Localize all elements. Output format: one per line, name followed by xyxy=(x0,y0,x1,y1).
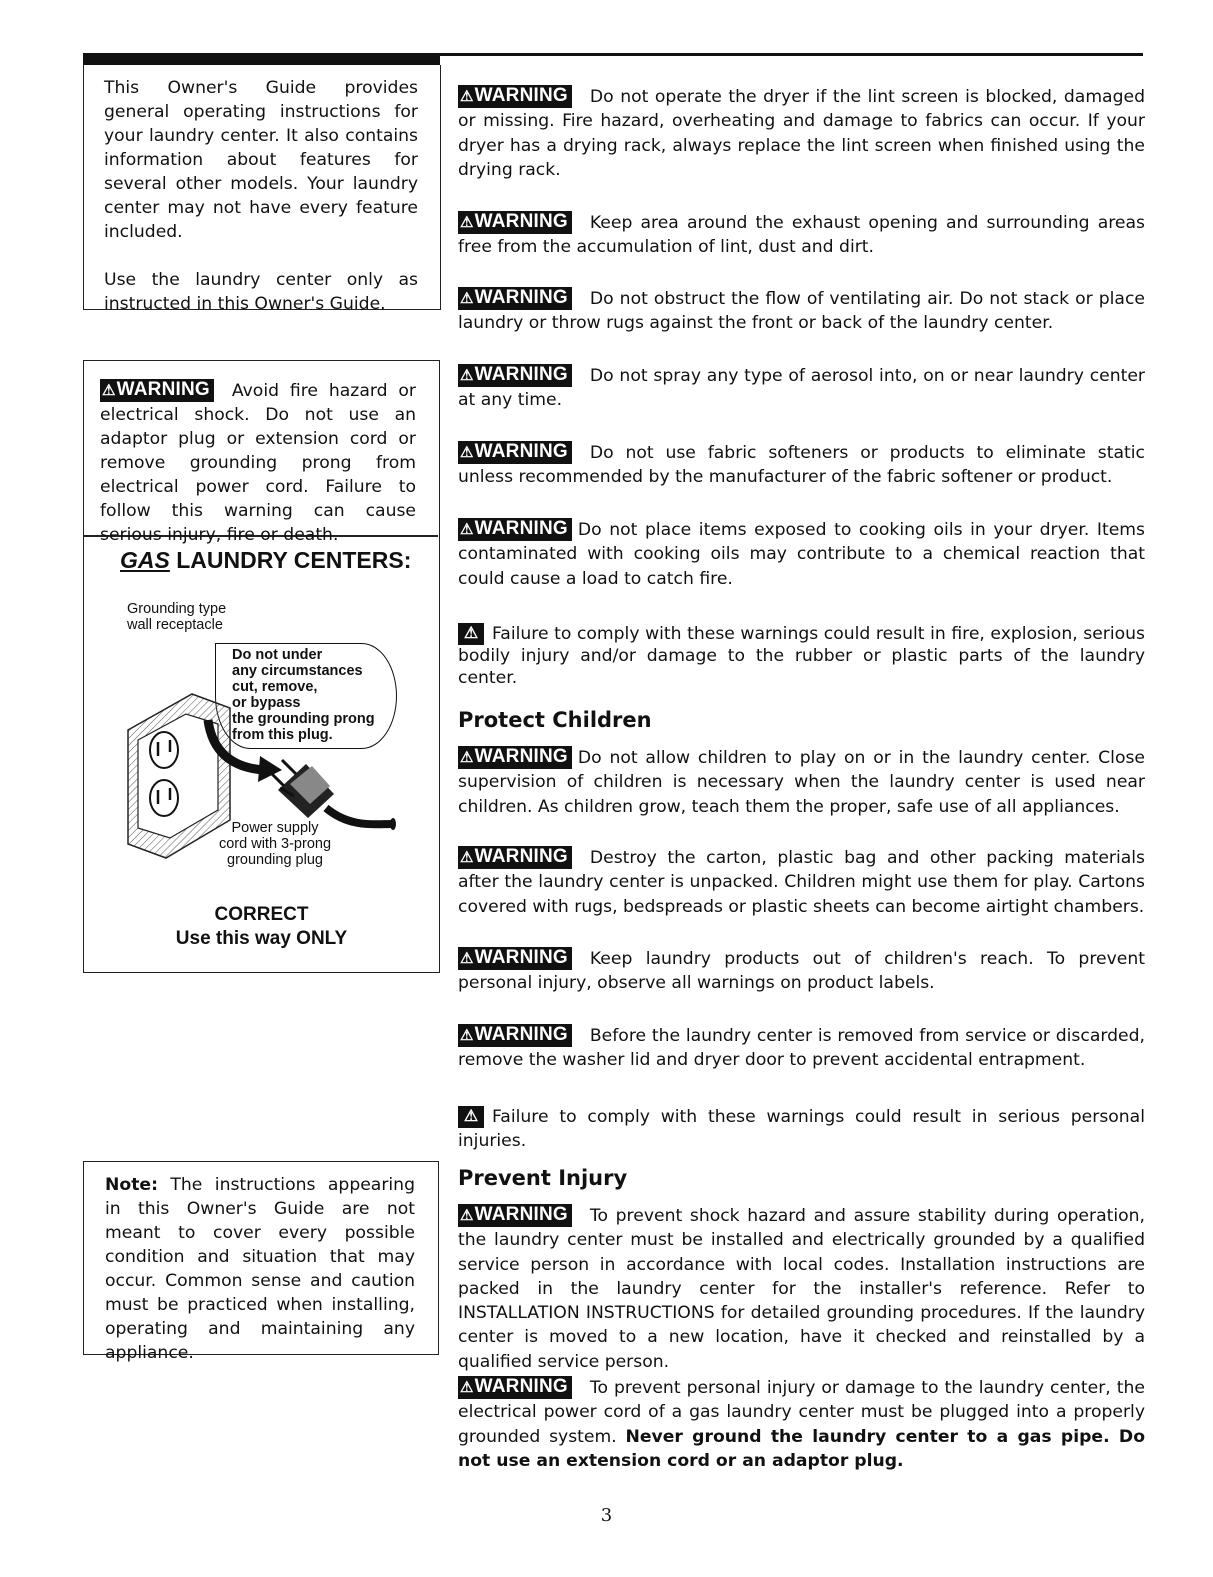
warning-badge: ⚠WARNING xyxy=(458,85,572,108)
warning-triangle-icon: ⚠ xyxy=(460,521,474,538)
warning-badge: ⚠WARNING xyxy=(458,518,572,541)
warning-entrapment: ⚠WARNING Before the laundry center is removed from service or discarded, remove the washer lid and dryer door to prevent accidental entrapment. xyxy=(458,1024,1145,1071)
warning-triangle-icon: ⚠ xyxy=(460,214,474,231)
warning-triangle-icon: ⚠ xyxy=(460,1207,474,1224)
electrical-warning xyxy=(100,379,416,547)
intro-usage-paragraph: Use the laundry center only as instructed in this Owner's Guide. xyxy=(104,270,418,314)
prevent-injury-heading: Prevent Injury xyxy=(458,1166,628,1190)
gas-title-rest: LAUNDRY CENTERS: xyxy=(169,547,412,573)
warning-badge: ⚠WARNING xyxy=(458,211,572,234)
cord-label xyxy=(205,820,345,868)
callout-line: Do not under xyxy=(232,647,323,663)
warning-badge: ⚠WARNING xyxy=(458,1024,572,1047)
warning-badge: ⚠WARNING xyxy=(458,364,572,387)
caution-triangle-icon: ⚠ xyxy=(458,623,484,645)
power-cord-bold-warning: Never ground the laundry center to a gas pipe. Do not use an extension cord or an adaptor plug. xyxy=(458,1426,1146,1471)
warning-shock-hazard: ⚠WARNING To prevent shock hazard and assure stability during operation, the laundry center must be installed and electrically grounded by a qualified service person in accordance with local codes. Installation instructions are packed in the laundry center for the installer's reference. Refer to INSTALLATION INSTRUCTIONS for detailed grounding procedures. If the laundry center is moved to a new location, have it checked and reinstalled by a qualified service person. xyxy=(458,1204,1145,1372)
cord-label-line: Power supply xyxy=(231,820,319,836)
callout-line: or bypass xyxy=(232,695,301,711)
warning-badge: ⚠WARNING xyxy=(458,441,572,464)
warning-triangle-icon: ⚠ xyxy=(460,1379,474,1396)
warning-badge: ⚠WARNING xyxy=(458,1204,572,1227)
warning-triangle-icon: ⚠ xyxy=(460,1027,474,1044)
failure-notice-injuries: ⚠ Failure to comply with these warnings could result in serious personal injuries. xyxy=(458,1107,1145,1152)
warning-triangle-icon: ⚠ xyxy=(460,88,474,105)
note-box xyxy=(83,1161,439,1363)
warning-triangle-icon: ⚠ xyxy=(460,849,474,866)
note-body: The instructions appearing in this Owner's Guide are not meant to cover every possible condition and situation that may occur. Common sense and caution must be practiced when installing, operating and maintaining any appliance. xyxy=(105,1175,415,1363)
warning-triangle-icon: ⚠ xyxy=(460,749,474,766)
receptacle-label-1: Grounding type xyxy=(127,601,227,617)
cord-label-line: cord with 3-prong xyxy=(218,836,332,852)
warning-power-cord: ⚠WARNING To prevent personal injury or damage to the laundry center, the electrical power cord of a gas laundry center must be plugged into a properly grounded system. Never ground the laundry center to a gas pipe. Do not use an extension cord or an adaptor plug. xyxy=(458,1376,1146,1471)
warning-triangle-icon: ⚠ xyxy=(102,382,116,399)
gas-title xyxy=(120,547,411,574)
warning-aerosol: ⚠WARNING Do not spray any type of aerosol into, on or near laundry center at any time. xyxy=(458,364,1145,411)
correct-label: CORRECT xyxy=(214,904,309,925)
warning-triangle-icon: ⚠ xyxy=(460,444,474,461)
callout-line: any circumstances xyxy=(232,663,363,679)
warning-ventilation: ⚠WARNING Do not obstruct the flow of ventilating air. Do not stack or place laundry or throw rugs against the front or back of the laundry center. xyxy=(458,287,1145,334)
warning-badge: ⚠WARNING xyxy=(458,1376,572,1399)
intro-paragraph: This Owner's Guide provides general operating instructions for your laundry center. It also contains information about features for several other models. Your laundry center may not have every feature included. xyxy=(104,78,418,242)
callout-line: the grounding prong xyxy=(232,711,375,727)
callout-line: cut, remove, xyxy=(232,679,318,695)
caution-triangle-icon: ⚠ xyxy=(458,1106,484,1128)
warning-exhaust: ⚠WARNING Keep area around the exhaust opening and surrounding areas free from the accumulation of lint, dust and dirt. xyxy=(458,211,1145,258)
warning-children-play: ⚠WARNING Do not allow children to play on or in the laundry center. Close supervision of children is necessary when the laundry center is used near children. As children grow, teach them the proper, safe use of all appliances. xyxy=(458,746,1145,817)
cord-label-line: grounding plug xyxy=(227,852,323,868)
gas-title-gas: GAS xyxy=(120,547,170,573)
warning-badge: ⚠WARNING xyxy=(458,846,572,869)
page-number: 3 xyxy=(600,1505,613,1526)
warning-badge: ⚠WARNING xyxy=(458,947,572,970)
protect-children-heading: Protect Children xyxy=(458,708,652,732)
warning-lint-screen: ⚠WARNING Do not operate the dryer if the lint screen is blocked, damaged or missing. Fire hazard, overheating and damage to fabrics can occur. If your dryer has a drying rack, always replace the lint screen when finished using the drying rack. xyxy=(458,85,1145,180)
warning-badge: ⚠WARNING xyxy=(100,379,214,402)
warning-badge: ⚠WARNING xyxy=(458,287,572,310)
warning-triangle-icon: ⚠ xyxy=(460,950,474,967)
receptacle-label-2: wall receptacle xyxy=(127,617,223,633)
right-column-top-rule xyxy=(440,53,1143,56)
warning-badge: ⚠WARNING xyxy=(458,746,572,769)
warning-triangle-icon: ⚠ xyxy=(460,367,474,384)
warning-cooking-oils: ⚠WARNING Do not place items exposed to cooking oils in your dryer. Items contaminated with cooking oils may contribute to a chemical reaction that could cause a load to catch fire. xyxy=(458,518,1145,589)
warning-fabric-softeners: ⚠WARNING Do not use fabric softeners or products to eliminate static unless recommended by the manufacturer of the fabric softener or product. xyxy=(458,441,1145,488)
warning-triangle-icon: ⚠ xyxy=(460,290,474,307)
note-label: Note: xyxy=(105,1175,158,1195)
use-this-way-label: Use this way ONLY xyxy=(175,928,348,949)
electrical-warning-text: Avoid fire hazard or electrical shock. Do not use an adaptor plug or extension cord or remove grounding prong from electrical power cord. Failure to follow this warning can cause serious injury, fire or death. xyxy=(100,381,416,545)
callout-line: from this plug. xyxy=(232,727,333,743)
note-text xyxy=(105,1173,415,1365)
warning-products-reach: ⚠WARNING Keep laundry products out of children's reach. To prevent personal injury, observe all warnings on product labels. xyxy=(458,947,1145,994)
warning-carton: ⚠WARNING Destroy the carton, plastic bag and other packing materials after the laundry center is unpacked. Children might use them for play. Cartons covered with rugs, bedspreads or plastic sheets can become airtight chambers. xyxy=(458,846,1145,917)
failure-notice-fire: ⚠ Failure to comply with these warnings could result in fire, explosion, serious bodily injury and/or damage to the rubber or plastic parts of the laundry center. xyxy=(458,624,1145,688)
left-column-top-rule xyxy=(83,53,440,65)
intro-box xyxy=(83,65,441,314)
